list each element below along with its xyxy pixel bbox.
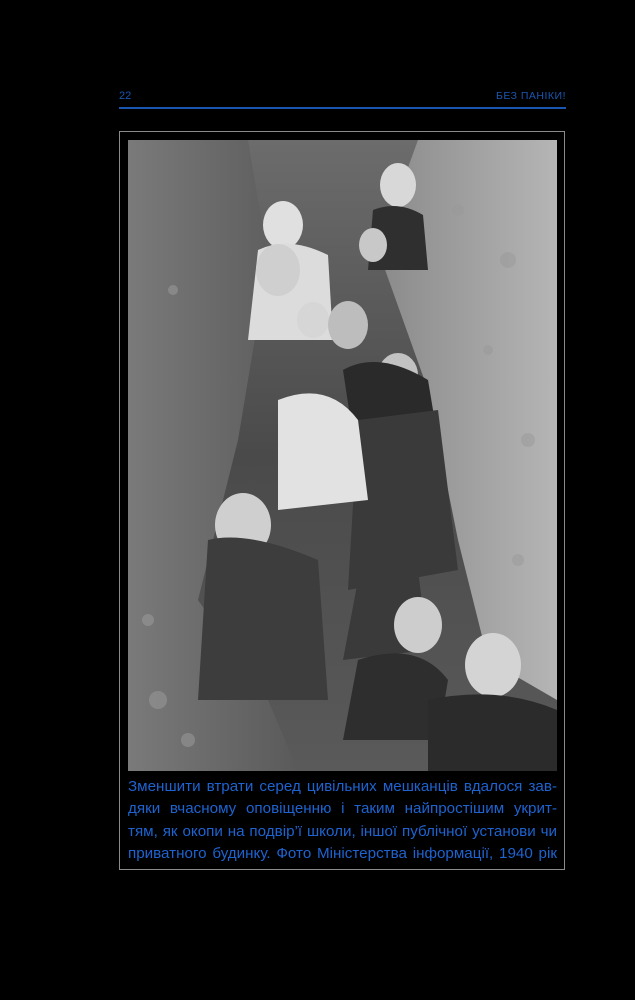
page-header bbox=[119, 90, 566, 108]
caption-line: Зменшити втрати серед цивільних мешканців вдалося зав- bbox=[128, 778, 557, 795]
header-rule bbox=[119, 107, 566, 109]
historical-photo bbox=[128, 140, 557, 771]
figure-caption bbox=[128, 776, 557, 865]
caption-line: дяки вчасному оповіщенню і таким найпростішим укрит- bbox=[128, 800, 557, 818]
running-title: БЕЗ ПАНІКИ! bbox=[495, 90, 566, 102]
caption-line: приватного будинку. Фото Міністерства інформації, 1940 рік bbox=[128, 844, 557, 862]
page-number: 22 bbox=[119, 90, 132, 102]
caption-line: тям, як окопи на подвір’ї школи, іншої публічної установи чи bbox=[128, 822, 557, 840]
